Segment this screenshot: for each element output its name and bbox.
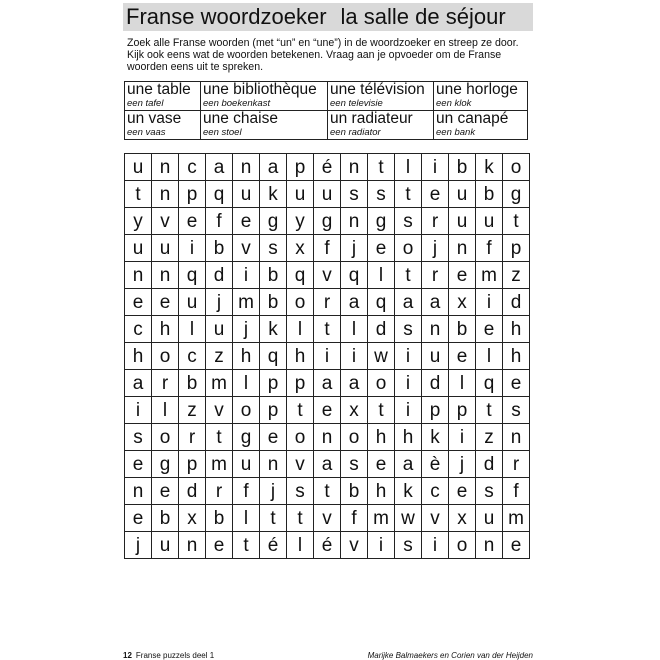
grid-cell[interactable]: x — [179, 505, 206, 532]
grid-cell[interactable]: o — [152, 343, 179, 370]
grid-cell[interactable]: m — [476, 262, 503, 289]
grid-cell[interactable]: v — [314, 505, 341, 532]
grid-cell[interactable]: i — [314, 343, 341, 370]
grid-cell[interactable]: l — [233, 505, 260, 532]
grid-cell[interactable]: u — [449, 181, 476, 208]
grid-cell[interactable]: n — [152, 181, 179, 208]
grid-cell[interactable]: t — [395, 181, 422, 208]
grid-cell[interactable]: m — [503, 505, 530, 532]
grid-cell[interactable]: l — [476, 343, 503, 370]
grid-cell[interactable]: h — [287, 343, 314, 370]
grid-cell[interactable]: p — [179, 451, 206, 478]
grid-cell[interactable]: e — [125, 451, 152, 478]
grid-cell[interactable]: e — [368, 235, 395, 262]
grid-cell[interactable]: a — [206, 154, 233, 181]
grid-cell[interactable]: d — [422, 370, 449, 397]
grid-cell[interactable]: b — [341, 478, 368, 505]
grid-cell[interactable]: t — [260, 505, 287, 532]
grid-cell[interactable]: b — [206, 235, 233, 262]
grid-cell[interactable]: b — [260, 262, 287, 289]
grid-cell[interactable]: l — [368, 262, 395, 289]
grid-cell[interactable]: a — [395, 451, 422, 478]
grid-cell[interactable]: s — [476, 478, 503, 505]
vocab-cell — [434, 82, 528, 111]
grid-cell[interactable]: g — [233, 424, 260, 451]
grid-cell[interactable]: q — [260, 343, 287, 370]
grid-cell[interactable]: l — [287, 532, 314, 559]
grid-cell[interactable]: r — [206, 478, 233, 505]
grid-cell[interactable]: h — [125, 343, 152, 370]
grid-cell[interactable]: t — [314, 478, 341, 505]
grid-cell[interactable]: é — [314, 154, 341, 181]
grid-cell[interactable]: b — [152, 505, 179, 532]
grid-cell[interactable]: u — [314, 181, 341, 208]
grid-cell[interactable]: n — [503, 424, 530, 451]
grid-cell[interactable]: u — [422, 343, 449, 370]
vocab-cell — [125, 111, 201, 140]
vocab-cell — [125, 82, 201, 111]
dutch-translation: een tafel — [127, 98, 164, 109]
grid-cell[interactable]: m — [233, 289, 260, 316]
grid-cell[interactable]: s — [287, 478, 314, 505]
grid-cell[interactable]: e — [125, 289, 152, 316]
instructions — [127, 37, 537, 73]
grid-cell[interactable]: l — [395, 154, 422, 181]
grid-cell[interactable]: x — [287, 235, 314, 262]
grid-cell[interactable]: i — [368, 532, 395, 559]
grid-cell[interactable]: o — [233, 397, 260, 424]
grid-cell[interactable]: o — [287, 424, 314, 451]
grid-cell[interactable]: è — [422, 451, 449, 478]
grid-row — [125, 532, 530, 559]
grid-cell[interactable]: j — [449, 451, 476, 478]
instruction-line: woorden eens uit te spreken. — [127, 61, 264, 73]
grid-cell[interactable]: x — [341, 397, 368, 424]
vocab-row — [125, 111, 528, 140]
grid-cell[interactable]: p — [449, 397, 476, 424]
grid-cell[interactable]: v — [233, 235, 260, 262]
grid-cell[interactable]: u — [152, 532, 179, 559]
subtitle-text: la salle de séjour — [340, 4, 506, 29]
grid-cell[interactable]: i — [341, 343, 368, 370]
grid-cell[interactable]: f — [314, 235, 341, 262]
grid-cell[interactable]: h — [503, 343, 530, 370]
grid-cell[interactable]: v — [152, 208, 179, 235]
grid-cell[interactable]: t — [368, 397, 395, 424]
grid-cell[interactable]: e — [233, 208, 260, 235]
dutch-translation: een radiator — [330, 127, 381, 138]
grid-cell[interactable]: t — [476, 397, 503, 424]
grid-row — [125, 370, 530, 397]
grid-cell[interactable]: a — [395, 289, 422, 316]
grid-cell[interactable]: n — [476, 532, 503, 559]
grid-cell[interactable]: h — [395, 424, 422, 451]
vocabulary-table — [124, 81, 528, 140]
grid-cell[interactable]: i — [476, 289, 503, 316]
grid-cell[interactable]: n — [449, 235, 476, 262]
grid-cell[interactable]: g — [314, 208, 341, 235]
grid-cell[interactable]: b — [476, 181, 503, 208]
grid-cell[interactable]: t — [314, 316, 341, 343]
grid-cell[interactable]: p — [287, 370, 314, 397]
grid-cell[interactable]: i — [179, 235, 206, 262]
grid-cell[interactable]: u — [206, 316, 233, 343]
grid-cell[interactable]: n — [314, 424, 341, 451]
grid-row — [125, 181, 530, 208]
grid-cell[interactable]: s — [395, 316, 422, 343]
title-text: Franse woordzoeker — [126, 4, 327, 29]
page-number: 12 — [123, 651, 132, 660]
grid-cell[interactable]: e — [314, 397, 341, 424]
grid-cell[interactable]: i — [395, 343, 422, 370]
grid-cell[interactable]: e — [449, 478, 476, 505]
page-title — [123, 3, 533, 31]
grid-cell[interactable]: g — [503, 181, 530, 208]
grid-cell[interactable]: i — [233, 262, 260, 289]
grid-cell[interactable]: b — [179, 370, 206, 397]
grid-cell[interactable]: x — [449, 289, 476, 316]
grid-cell[interactable]: s — [503, 397, 530, 424]
french-word: une bibliothèque — [203, 81, 317, 98]
grid-row — [125, 478, 530, 505]
grid-cell[interactable]: c — [422, 478, 449, 505]
book-title: Franse puzzels deel 1 — [135, 651, 215, 660]
grid-row — [125, 208, 530, 235]
grid-cell[interactable]: e — [206, 532, 233, 559]
grid-cell[interactable]: o — [395, 235, 422, 262]
grid-cell[interactable]: g — [152, 451, 179, 478]
grid-cell[interactable]: t — [503, 208, 530, 235]
grid-cell[interactable]: e — [125, 505, 152, 532]
grid-cell[interactable]: z — [179, 397, 206, 424]
grid-cell[interactable]: r — [314, 289, 341, 316]
grid-cell[interactable]: f — [206, 208, 233, 235]
grid-cell[interactable]: n — [341, 154, 368, 181]
french-word: un radiateur — [330, 110, 413, 127]
grid-cell[interactable]: u — [233, 181, 260, 208]
grid-cell[interactable]: f — [476, 235, 503, 262]
grid-cell[interactable]: r — [503, 451, 530, 478]
grid-cell[interactable]: p — [287, 154, 314, 181]
grid-cell[interactable]: y — [125, 208, 152, 235]
grid-row — [125, 505, 530, 532]
grid-cell[interactable]: e — [179, 208, 206, 235]
grid-cell[interactable]: u — [125, 235, 152, 262]
grid-cell[interactable]: i — [449, 424, 476, 451]
grid-cell[interactable]: i — [422, 154, 449, 181]
grid-cell[interactable]: l — [287, 316, 314, 343]
grid-cell[interactable]: t — [395, 262, 422, 289]
vocab-row — [125, 82, 528, 111]
grid-cell[interactable]: x — [449, 505, 476, 532]
grid-cell[interactable]: q — [341, 262, 368, 289]
grid-cell[interactable]: o — [152, 424, 179, 451]
grid-cell[interactable]: u — [476, 208, 503, 235]
grid-cell[interactable]: d — [503, 289, 530, 316]
grid-cell[interactable]: n — [125, 478, 152, 505]
grid-cell[interactable]: a — [260, 154, 287, 181]
grid-cell[interactable]: d — [476, 451, 503, 478]
grid-cell[interactable]: u — [476, 505, 503, 532]
grid-cell[interactable]: u — [287, 181, 314, 208]
grid-cell[interactable]: e — [503, 532, 530, 559]
grid-cell[interactable]: q — [179, 262, 206, 289]
grid-cell[interactable]: s — [395, 208, 422, 235]
grid-cell[interactable]: j — [341, 235, 368, 262]
grid-cell[interactable]: q — [287, 262, 314, 289]
grid-cell[interactable]: p — [179, 181, 206, 208]
grid-cell[interactable]: n — [125, 262, 152, 289]
dutch-translation: een boekenkast — [203, 98, 271, 109]
grid-cell[interactable]: o — [449, 532, 476, 559]
grid-cell[interactable]: a — [314, 451, 341, 478]
grid-cell[interactable]: r — [179, 424, 206, 451]
grid-cell[interactable]: t — [287, 397, 314, 424]
grid-cell[interactable]: q — [476, 370, 503, 397]
grid-row — [125, 397, 530, 424]
grid-cell[interactable]: m — [206, 451, 233, 478]
grid-cell[interactable]: u — [449, 208, 476, 235]
grid-cell[interactable]: v — [206, 397, 233, 424]
grid-cell[interactable]: f — [341, 505, 368, 532]
grid-cell[interactable]: g — [260, 208, 287, 235]
grid-cell[interactable]: l — [152, 397, 179, 424]
grid-cell[interactable]: n — [341, 208, 368, 235]
grid-cell[interactable]: e — [476, 316, 503, 343]
instruction-line: Zoek alle Franse woorden (met “un” en “une”) in de woordzoeker en streep ze door. — [127, 37, 519, 49]
grid-row — [125, 451, 530, 478]
grid-row — [125, 154, 530, 181]
grid-cell[interactable]: o — [503, 154, 530, 181]
grid-cell[interactable]: e — [449, 343, 476, 370]
grid-cell[interactable]: t — [287, 505, 314, 532]
grid-cell[interactable]: e — [152, 478, 179, 505]
grid-cell[interactable]: v — [287, 451, 314, 478]
french-word: une chaise — [203, 110, 278, 127]
grid-cell[interactable]: m — [206, 370, 233, 397]
grid-cell[interactable]: y — [287, 208, 314, 235]
grid-cell[interactable]: b — [449, 154, 476, 181]
grid-row — [125, 289, 530, 316]
grid-cell[interactable]: a — [341, 289, 368, 316]
grid-cell[interactable]: p — [503, 235, 530, 262]
grid-cell[interactable]: p — [260, 397, 287, 424]
grid-row — [125, 235, 530, 262]
instruction-line: Kijk ook eens wat de woorden betekenen. Vraag aan je opvoeder om de Franse — [127, 49, 502, 61]
grid-cell[interactable]: h — [368, 478, 395, 505]
grid-cell[interactable]: i — [395, 397, 422, 424]
grid-cell[interactable]: s — [125, 424, 152, 451]
french-word: une horloge — [436, 81, 518, 98]
grid-cell[interactable]: n — [422, 316, 449, 343]
grid-cell[interactable]: e — [152, 289, 179, 316]
grid-cell[interactable]: e — [260, 424, 287, 451]
french-word: un vase — [127, 110, 182, 127]
grid-cell[interactable]: w — [395, 505, 422, 532]
vocab-cell — [201, 82, 328, 111]
grid-cell[interactable]: o — [287, 289, 314, 316]
grid-cell[interactable]: e — [503, 370, 530, 397]
grid-cell[interactable]: q — [206, 181, 233, 208]
grid-cell[interactable]: k — [422, 424, 449, 451]
grid-cell[interactable]: s — [341, 181, 368, 208]
grid-cell[interactable]: o — [341, 424, 368, 451]
grid-cell[interactable]: h — [503, 316, 530, 343]
dutch-translation: een stoel — [203, 127, 242, 138]
grid-cell[interactable]: c — [179, 343, 206, 370]
grid-cell[interactable]: d — [179, 478, 206, 505]
grid-cell[interactable]: g — [368, 208, 395, 235]
word-search-grid — [124, 153, 530, 559]
grid-cell[interactable]: a — [341, 370, 368, 397]
authors: Marijke Balmaekers en Corien van der Heijden — [367, 651, 533, 660]
grid-cell[interactable]: b — [206, 505, 233, 532]
grid-cell[interactable]: v — [314, 262, 341, 289]
dutch-translation: een klok — [436, 98, 472, 109]
grid-cell[interactable]: q — [368, 289, 395, 316]
grid-row — [125, 262, 530, 289]
grid-cell[interactable]: u — [233, 451, 260, 478]
grid-cell[interactable]: j — [260, 478, 287, 505]
grid-cell[interactable]: u — [179, 289, 206, 316]
grid-cell[interactable]: h — [152, 316, 179, 343]
grid-cell[interactable]: s — [341, 451, 368, 478]
grid-cell[interactable]: t — [233, 532, 260, 559]
page-footer — [123, 651, 533, 660]
dutch-translation: een bank — [436, 127, 476, 138]
grid-cell[interactable]: e — [422, 181, 449, 208]
grid-cell[interactable]: j — [206, 289, 233, 316]
grid-cell[interactable]: f — [233, 478, 260, 505]
grid-cell[interactable]: o — [368, 370, 395, 397]
grid-cell[interactable]: u — [125, 154, 152, 181]
grid-cell[interactable]: t — [368, 154, 395, 181]
grid-cell[interactable]: w — [368, 343, 395, 370]
grid-cell[interactable]: r — [152, 370, 179, 397]
grid-cell[interactable]: k — [476, 154, 503, 181]
grid-cell[interactable]: i — [125, 397, 152, 424]
grid-cell[interactable]: j — [233, 316, 260, 343]
grid-cell[interactable]: m — [368, 505, 395, 532]
grid-cell[interactable]: d — [206, 262, 233, 289]
grid-cell[interactable]: b — [260, 289, 287, 316]
grid-row — [125, 424, 530, 451]
grid-cell[interactable]: p — [422, 397, 449, 424]
grid-cell[interactable]: z — [503, 262, 530, 289]
grid-cell[interactable]: k — [260, 316, 287, 343]
vocab-cell — [328, 111, 434, 140]
grid-cell[interactable]: é — [260, 532, 287, 559]
grid-cell[interactable]: e — [368, 451, 395, 478]
grid-row — [125, 316, 530, 343]
grid-cell[interactable]: l — [179, 316, 206, 343]
vocab-cell — [328, 82, 434, 111]
french-word: une télévision — [330, 81, 425, 98]
grid-cell[interactable]: l — [341, 316, 368, 343]
french-word: une table — [127, 81, 191, 98]
grid-cell[interactable]: n — [179, 532, 206, 559]
grid-cell[interactable]: l — [449, 370, 476, 397]
grid-cell[interactable]: l — [233, 370, 260, 397]
grid-cell[interactable]: d — [368, 316, 395, 343]
grid-cell[interactable]: a — [422, 289, 449, 316]
grid-cell[interactable]: h — [368, 424, 395, 451]
grid-cell[interactable]: e — [449, 262, 476, 289]
grid-cell[interactable]: c — [179, 154, 206, 181]
grid-cell[interactable]: t — [125, 181, 152, 208]
grid-cell[interactable]: z — [476, 424, 503, 451]
grid-cell[interactable]: k — [395, 478, 422, 505]
grid-cell[interactable]: b — [449, 316, 476, 343]
grid-cell[interactable]: s — [260, 235, 287, 262]
dutch-translation: een televisie — [330, 98, 383, 109]
grid-cell[interactable]: z — [206, 343, 233, 370]
vocab-cell — [434, 111, 528, 140]
grid-cell[interactable]: j — [125, 532, 152, 559]
grid-cell[interactable]: u — [152, 235, 179, 262]
grid-cell[interactable]: s — [395, 532, 422, 559]
grid-cell[interactable]: f — [503, 478, 530, 505]
grid-cell[interactable]: t — [206, 424, 233, 451]
grid-cell[interactable]: n — [260, 451, 287, 478]
grid-cell[interactable]: s — [368, 181, 395, 208]
grid-cell[interactable]: i — [395, 370, 422, 397]
grid-cell[interactable]: c — [125, 316, 152, 343]
grid-cell[interactable]: j — [422, 235, 449, 262]
grid-cell[interactable]: n — [233, 154, 260, 181]
grid-cell[interactable]: i — [422, 532, 449, 559]
grid-cell[interactable]: v — [422, 505, 449, 532]
grid-cell[interactable]: p — [260, 370, 287, 397]
grid-cell[interactable]: n — [152, 262, 179, 289]
dutch-translation: een vaas — [127, 127, 166, 138]
grid-cell[interactable]: r — [422, 262, 449, 289]
grid-cell[interactable]: k — [260, 181, 287, 208]
grid-cell[interactable]: é — [314, 532, 341, 559]
grid-cell[interactable]: a — [125, 370, 152, 397]
grid-cell[interactable]: a — [314, 370, 341, 397]
grid-row — [125, 343, 530, 370]
vocab-cell — [201, 111, 328, 140]
grid-cell[interactable]: h — [233, 343, 260, 370]
french-word: un canapé — [436, 110, 509, 127]
grid-cell[interactable]: v — [341, 532, 368, 559]
grid-cell[interactable]: r — [422, 208, 449, 235]
grid-cell[interactable]: n — [152, 154, 179, 181]
